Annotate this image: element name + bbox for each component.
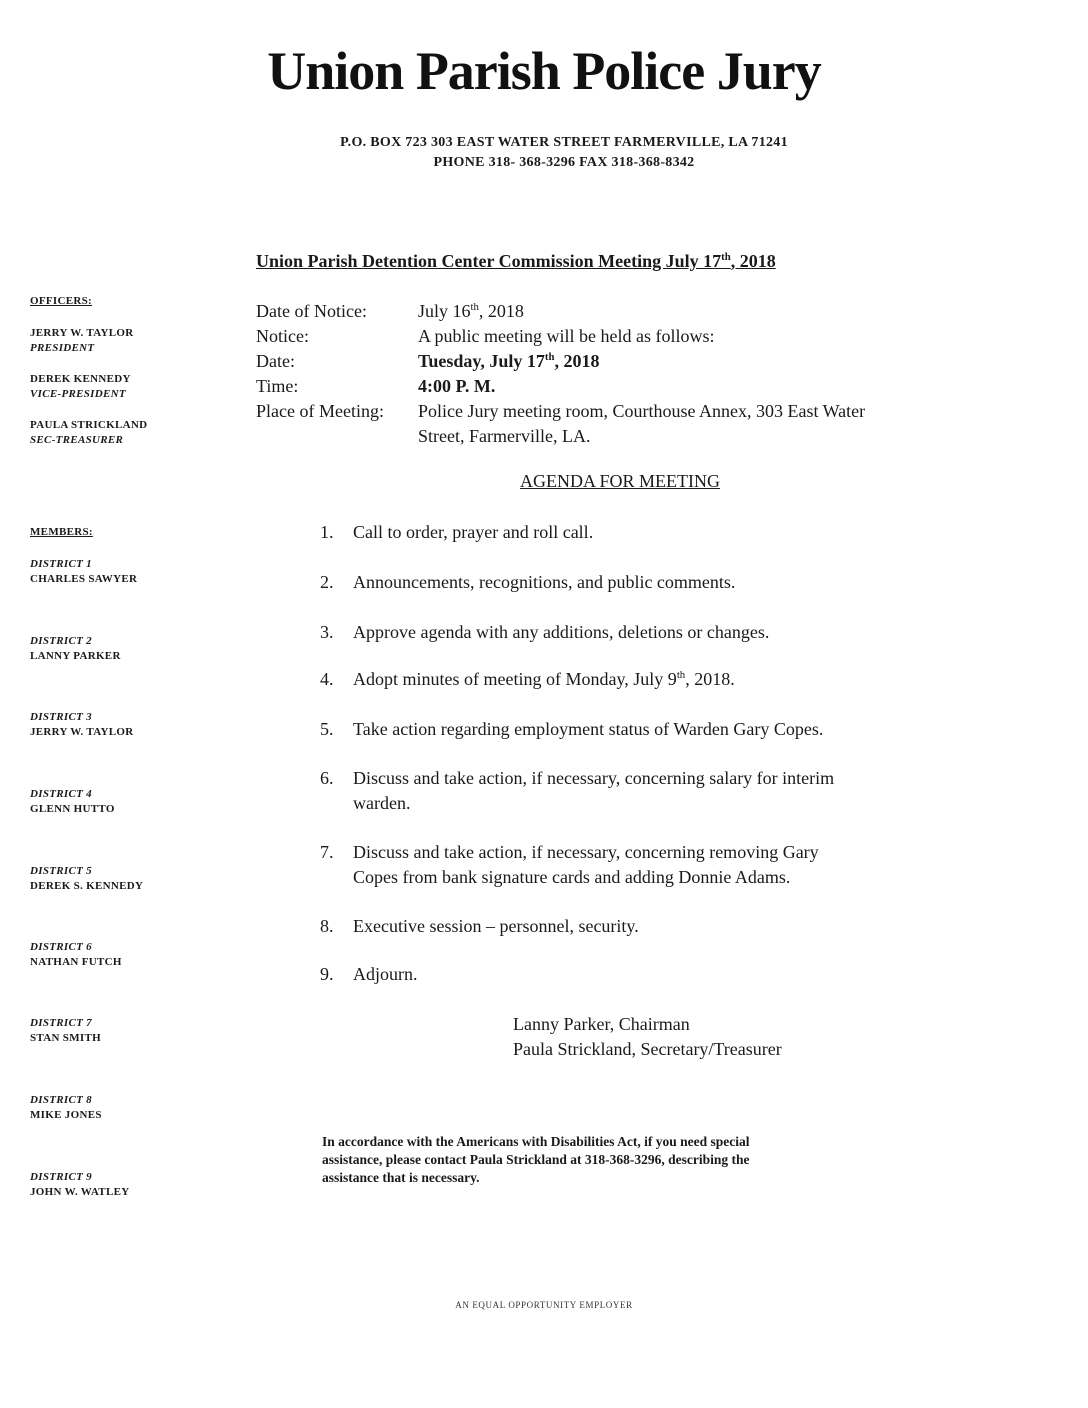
time-value: 4:00 P. M. [418, 376, 496, 396]
time-label: Time: [256, 376, 299, 396]
officers-heading: OFFICERS: [30, 295, 92, 307]
officer-name: DEREK KENNEDY [30, 373, 131, 385]
meeting-title: Union Parish Detention Center Commission Meeting July 17th, 2018 [256, 251, 776, 271]
agenda-item-number: 4. [320, 669, 334, 689]
officer-entry [30, 326, 133, 356]
agenda-item-text: Approve agenda with any additions, deletions or changes. [353, 622, 770, 642]
agenda-item-number: 6. [320, 768, 334, 788]
agenda-item-number: 9. [320, 964, 334, 984]
agenda-item [320, 766, 943, 816]
agenda-item-number: 3. [320, 622, 334, 642]
date-label: Date: [256, 351, 295, 371]
member-entry [30, 634, 121, 664]
agenda-item [320, 570, 943, 595]
member-name: LANNY PARKER [30, 650, 121, 662]
member-name: NATHAN FUTCH [30, 956, 122, 968]
member-entry [30, 1170, 129, 1200]
place-label: Place of Meeting: [256, 401, 384, 421]
member-district: DISTRICT 9 [30, 1171, 92, 1183]
officer-role: SEC-TREASURER [30, 434, 124, 446]
member-entry [30, 940, 122, 970]
agenda-item-text: Adopt minutes of meeting of Monday, July 9th, 2018. [353, 669, 735, 689]
member-district: DISTRICT 6 [30, 941, 92, 953]
place-value-line1: Police Jury meeting room, Courthouse Annex, 303 East Water [418, 401, 866, 421]
member-district: DISTRICT 3 [30, 711, 92, 723]
member-entry [30, 1093, 102, 1123]
member-district: DISTRICT 1 [30, 558, 92, 570]
agenda-item [320, 840, 943, 890]
member-entry [30, 787, 115, 817]
phone-fax-line: PHONE 318- 368-3296 FAX 318-368-8342 [433, 155, 695, 170]
member-entry [30, 1016, 101, 1046]
member-name: GLENN HUTTO [30, 803, 115, 815]
agenda-item [320, 962, 943, 987]
agenda-item-number: 5. [320, 719, 334, 739]
place-value-line2: Street, Farmerville, LA. [418, 426, 591, 446]
agenda-item-text: Adjourn. [353, 964, 418, 984]
member-name: JERRY W. TAYLOR [30, 726, 134, 738]
agenda-item [320, 520, 943, 545]
member-name: CHARLES SAWYER [30, 573, 138, 585]
officer-entry [30, 372, 131, 402]
officer-role: PRESIDENT [30, 342, 95, 354]
agenda-item [320, 667, 943, 692]
address-line: P.O. BOX 723 303 EAST WATER STREET FARMERVILLE, LA 71241 [340, 135, 788, 150]
officer-role: VICE-PRESIDENT [30, 388, 126, 400]
member-name: DEREK S. KENNEDY [30, 880, 144, 892]
member-name: JOHN W. WATLEY [30, 1186, 130, 1198]
agenda-item-text: Executive session – personnel, security. [353, 916, 639, 936]
officer-name: PAULA STRICKLAND [30, 419, 148, 431]
agenda-item [320, 914, 943, 939]
agenda-item-text: Call to order, prayer and roll call. [353, 522, 594, 542]
member-district: DISTRICT 8 [30, 1094, 92, 1106]
member-entry [30, 557, 137, 587]
date-of-notice-value: July 16th, 2018 [418, 301, 524, 321]
notice-value: A public meeting will be held as follows: [418, 326, 715, 346]
member-district: DISTRICT 4 [30, 788, 92, 800]
date-value: Tuesday, July 17th, 2018 [418, 351, 600, 371]
agenda-item-text: Discuss and take action, if necessary, concerning removing Gary Copes from bank signature cards and adding Donnie Adams. [353, 842, 819, 887]
agenda-item [320, 717, 943, 742]
agenda-item-text: Discuss and take action, if necessary, concerning salary for interim warden. [353, 768, 835, 813]
agenda-item [320, 620, 943, 645]
agenda-item-text: Take action regarding employment status of Warden Gary Copes. [353, 719, 824, 739]
chairman-signature: Lanny Parker, Chairman [513, 1014, 690, 1034]
date-of-notice-label: Date of Notice: [256, 301, 367, 321]
agenda-item-number: 2. [320, 572, 334, 592]
member-entry [30, 710, 133, 740]
agenda-item-number: 7. [320, 842, 334, 862]
agenda-item-number: 1. [320, 522, 334, 542]
footer-equal-opportunity: AN EQUAL OPPORTUNITY EMPLOYER [455, 1300, 633, 1310]
member-entry [30, 864, 143, 894]
member-district: DISTRICT 7 [30, 1017, 92, 1029]
agenda-item-text: Announcements, recognitions, and public comments. [353, 572, 736, 592]
members-heading: MEMBERS: [30, 526, 93, 538]
member-district: DISTRICT 5 [30, 865, 92, 877]
agenda-item-number: 8. [320, 916, 334, 936]
ada-notice: In accordance with the Americans with Disabilities Act, if you need special assistance, please contact Paula Strickland at 318-368-3296, describing the assistance that is necessary. [322, 1134, 750, 1185]
agenda-heading: AGENDA FOR MEETING [520, 471, 720, 491]
organization-title: Union Parish Police Jury [267, 41, 821, 101]
officer-name: JERRY W. TAYLOR [30, 327, 134, 339]
member-name: STAN SMITH [30, 1032, 101, 1044]
secretary-signature: Paula Strickland, Secretary/Treasurer [513, 1039, 782, 1059]
officer-entry [30, 418, 147, 448]
notice-label: Notice: [256, 326, 309, 346]
member-name: MIKE JONES [30, 1109, 102, 1121]
member-district: DISTRICT 2 [30, 635, 92, 647]
